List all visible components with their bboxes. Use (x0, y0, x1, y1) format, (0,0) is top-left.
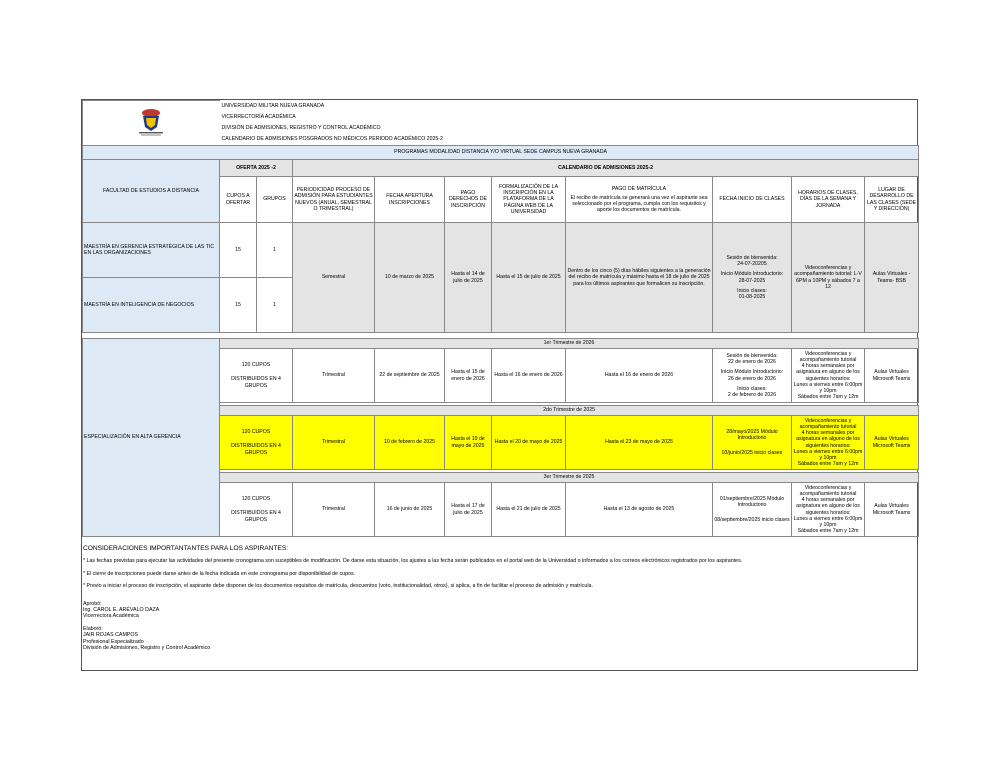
programs-banner: PROGRAMAS MODALIDAD DISTANCIA Y/O VIRTUAL SEDE CAMPUS NUEVA GRANADA (83, 146, 919, 160)
note-item: * Las fechas previstas para ejecutar las actividades del presente cronograma son suceptibles de modificación. De darse esta situación, los ajustes a las fecha serán publicados en el portal web de la Universidad o informados a los correos electrónicos registrados por los aspirantes. (83, 558, 743, 565)
maestria-periodicidad: Semestral (293, 223, 375, 333)
trimestre-2-pago-matricula: Hasta el 23 de mayo de 2025 (566, 416, 713, 470)
col-horarios: HORARIOS DE CLASES, DÍAS DE LA SEMANA Y JORNADA (792, 177, 865, 223)
col-grupos: GRUPOS (257, 177, 293, 223)
prepared-label: Elaboró: (83, 625, 103, 632)
header-division: DIVISIÓN DE ADMISIONES, REGISTRO Y CONTROL ACADÉMICO (221, 124, 381, 131)
trimestre-3-pago-derechos: Hasta el 17 de julio de 2025 (445, 483, 492, 537)
trimestre-1-cupos: 120 CUPOS DISTRIBUIDOS EN 4 GRUPOS (220, 349, 293, 403)
trimestre-3-title: 3er Trimestre de 2025 (220, 473, 919, 483)
trimestre-1-apertura: 22 de septiembre de 2025 (375, 349, 445, 403)
trimestre-3-apertura: 16 de junio de 2025 (375, 483, 445, 537)
maestria-pago-matricula: Dentro de los cinco (5) días hábiles siguientes a la generación del recibo de matrícula y máximo hasta el 18 de julio de 2025 para los últimos aspirantes que formalicen su inscripción. (566, 223, 713, 333)
note-item: * El cierre de inscripciones puede darse antes de la fecha indicada en este cronograma por disponibilidad de cupos. (83, 570, 356, 577)
approved-name: Ing. CAROL E. ARÉVALO DAZA (83, 607, 160, 614)
faculty-header: FACULTAD DE ESTUDIOS A DISTANCIA (83, 160, 220, 223)
col-fecha-inicio: FECHA INICIO DE CLASES (713, 177, 792, 223)
approved-label: Aprobó: (83, 600, 102, 607)
col-pago-derechos: PAGO DERECHOS DE INSCRIPCIÓN (445, 177, 492, 223)
trimestre-2-cupos: 120 CUPOS DISTRIBUIDOS EN 4 GRUPOS (220, 416, 293, 470)
maestria-tic-cupos: 15 (220, 223, 257, 278)
trimestre-2-formalizacion: Hasta el 20 de mayo de 2025 (492, 416, 566, 470)
trimestre-2-apertura: 10 de febrero de 2025 (375, 416, 445, 470)
maestria-formalizacion: Hasta el 15 de julio de 2025 (492, 223, 566, 333)
trimestre-2-periodicidad: Trimestral (293, 416, 375, 470)
university-logo (134, 107, 168, 137)
header-university: UNIVERSIDAD MILITAR NUEVA GRANADA (221, 102, 325, 109)
trimestre-1-horarios: Videoconferencias y acompañamiento tutorial 4 horas semanales por asignatura en alguno de los siguientes horarios: Lunes a viernes entre 6:00pm y 10pm Sábados entre 7am y 12m (792, 349, 865, 403)
maestria-inicio-clases: Sesión de bienvenida: 24-07-20205 Inicio Módulo Introductorio: 28-07-2025 Inicio clases: 01-08-2025 (713, 223, 792, 333)
considerations-title: CONSIDERACIONES IMPORTANTANTES PARA LOS ASPIRANTES: (83, 545, 289, 552)
program-maestria-tic: MAESTRÍA EN GERENCIA ESTRATÉGICA DE LAS TIC EN LAS ORGANIZACIONES (83, 223, 220, 278)
col-formalizacion: FORMALIZACIÓN DE LA INSCRIPCIÓN EN LA PLATAFORMA DE LA PÁGINA WEB DE LA UNIVERSIDAD (492, 177, 566, 223)
prepared-name: JAIR ROJAS CAMPOS (83, 632, 139, 639)
trimestre-1-pago-matricula: Hasta el 16 de enero de 2026 (566, 349, 713, 403)
maestria-tic-grupos: 1 (257, 223, 293, 278)
col-cupos: CUPOS A OFERTAR (220, 177, 257, 223)
col-periodicidad: PERIODICIDAD PROCESO DE ADMISIÓN PARA ESTUDIANTES NUEVOS (ANUAL, SEMESTRAL O TRIMESTRAL) (293, 177, 375, 223)
admissions-table (82, 100, 919, 537)
trimestre-1-pago-derechos: Hasta el 15 de enero de 2026 (445, 349, 492, 403)
trimestre-3-lugar: Aulas Virtuales Microsoft Teams (865, 483, 919, 537)
pago-matricula-desc: El recibo de matrícula se generará una vez el aspirante sea seleccionado por el programa, cumpla con los requisitos y aporte los documentos de matrícula. (570, 194, 708, 214)
maestria-lugar: Aulas Virtuales - Teams- BSB (865, 223, 919, 333)
trimestre-3-horarios: Videoconferencias y acompañamiento tutorial 4 horas semanales por asignatura en alguno de los siguientes horarios: Lunes a viernes entre 6:00pm y 10pm Sábados entre 7am y 12m (792, 483, 865, 537)
trimestre-3-periodicidad: Trimestral (293, 483, 375, 537)
header-vicerrectoria: VICERRECTORÍA ACADÉMICA (221, 113, 296, 120)
maestria-negocios-grupos: 1 (257, 278, 293, 333)
maestria-apertura: 10 de marzo de 2025 (375, 223, 445, 333)
program-maestria-negocios: MAESTRÍA EN INTELIGENCIA DE NEGOCIOS (83, 278, 220, 333)
trimestre-2-inicio-clases: 28/mayo/2025 Módulo Introductorio 03/junio/2025 inicio clases (713, 416, 792, 470)
trimestre-1-title: 1er Trimestre de 2026 (220, 339, 919, 349)
prepared-division: División de Admisiones, Registro y Control Académico (83, 645, 211, 652)
header-calendar-title: CALENDARIO DE ADMISIONES POSGRADOS NO MÉDICOS PERIODO ACADÉMICO 2025-2 (220, 134, 919, 146)
col-lugar: LUGAR DE DESARROLLO DE LAS CLASES (SEDE Y DIRECCIÓN) (865, 177, 919, 223)
trimestre-3-pago-matricula: Hasta el 13 de agosto de 2025 (566, 483, 713, 537)
pago-matricula-title: PAGO DE MATRÍCULA (611, 185, 667, 192)
considerations-section (82, 542, 917, 651)
maestria-pago-derechos: Hasta el 14 de julio de 2025 (445, 223, 492, 333)
trimestre-1-inicio-clases: Sesión de bienvenida: 22 de enero de 2026 Inicio Módulo Introductorio: 26 de enero de 2026 Inicio clases: 2 de febrero de 2026 (713, 349, 792, 403)
admissions-calendar-sheet (81, 99, 918, 671)
prepared-role: Profesional Especializado (83, 638, 144, 645)
col-fecha-apertura: FECHA APERTURA INSCRIPCIONES (375, 177, 445, 223)
trimestre-1-lugar: Aulas Virtuales Microsoft Teams (865, 349, 919, 403)
col-pago-matricula (566, 177, 713, 223)
trimestre-2-horarios: Videoconferencias y acompañamiento tutorial 4 horas semanales por asignatura en alguno de los siguientes horarios: Lunes a viernes entre 6:00pm y 10pm Sábados entre 7am y 12m (792, 416, 865, 470)
maestria-horarios: Videoconferencias y acompañamiento tutorial: L-V 6PM a 10PM y sábados 7 a 12 (792, 223, 865, 333)
maestria-negocios-cupos: 15 (220, 278, 257, 333)
note-item: * Previo a iniciar el proceso de inscripción, el aspirante debe disponer de los documentos requisitos de matrícula, descuentos (voto, institucionalidad, otros), si aplica, a fin de facilitar el proceso de admisión y matrícula. (83, 583, 593, 590)
logo-cell (83, 101, 220, 146)
oferta-header: OFERTA 2025 -2 (220, 160, 293, 177)
trimestre-1-formalizacion: Hasta el 16 de enero de 2026 (492, 349, 566, 403)
trimestre-3-cupos: 120 CUPOS DISTRIBUIDOS EN 4 GRUPOS (220, 483, 293, 537)
program-especializacion: ESPECIALIZACIÓN EN ALTA GERENCIA (83, 339, 220, 537)
trimestre-1-periodicidad: Trimestral (293, 349, 375, 403)
approved-role: Vicerrectora Académica (83, 613, 139, 620)
calendario-header: CALENDARIO DE ADMISIONES 2025-2 (293, 160, 919, 177)
trimestre-2-title: 2do Trimestre de 2025 (220, 406, 919, 416)
trimestre-3-inicio-clases: 01/septiembre/2025 Módulo Introductorio 08/septiembre/2025 inicio clases (713, 483, 792, 537)
trimestre-2-lugar: Aulas Virtuales Microsoft Teams (865, 416, 919, 470)
trimestre-2-pago-derechos: Hasta el 19 de mayo de 2025 (445, 416, 492, 470)
trimestre-3-formalizacion: Hasta el 21 de julio de 2025 (492, 483, 566, 537)
